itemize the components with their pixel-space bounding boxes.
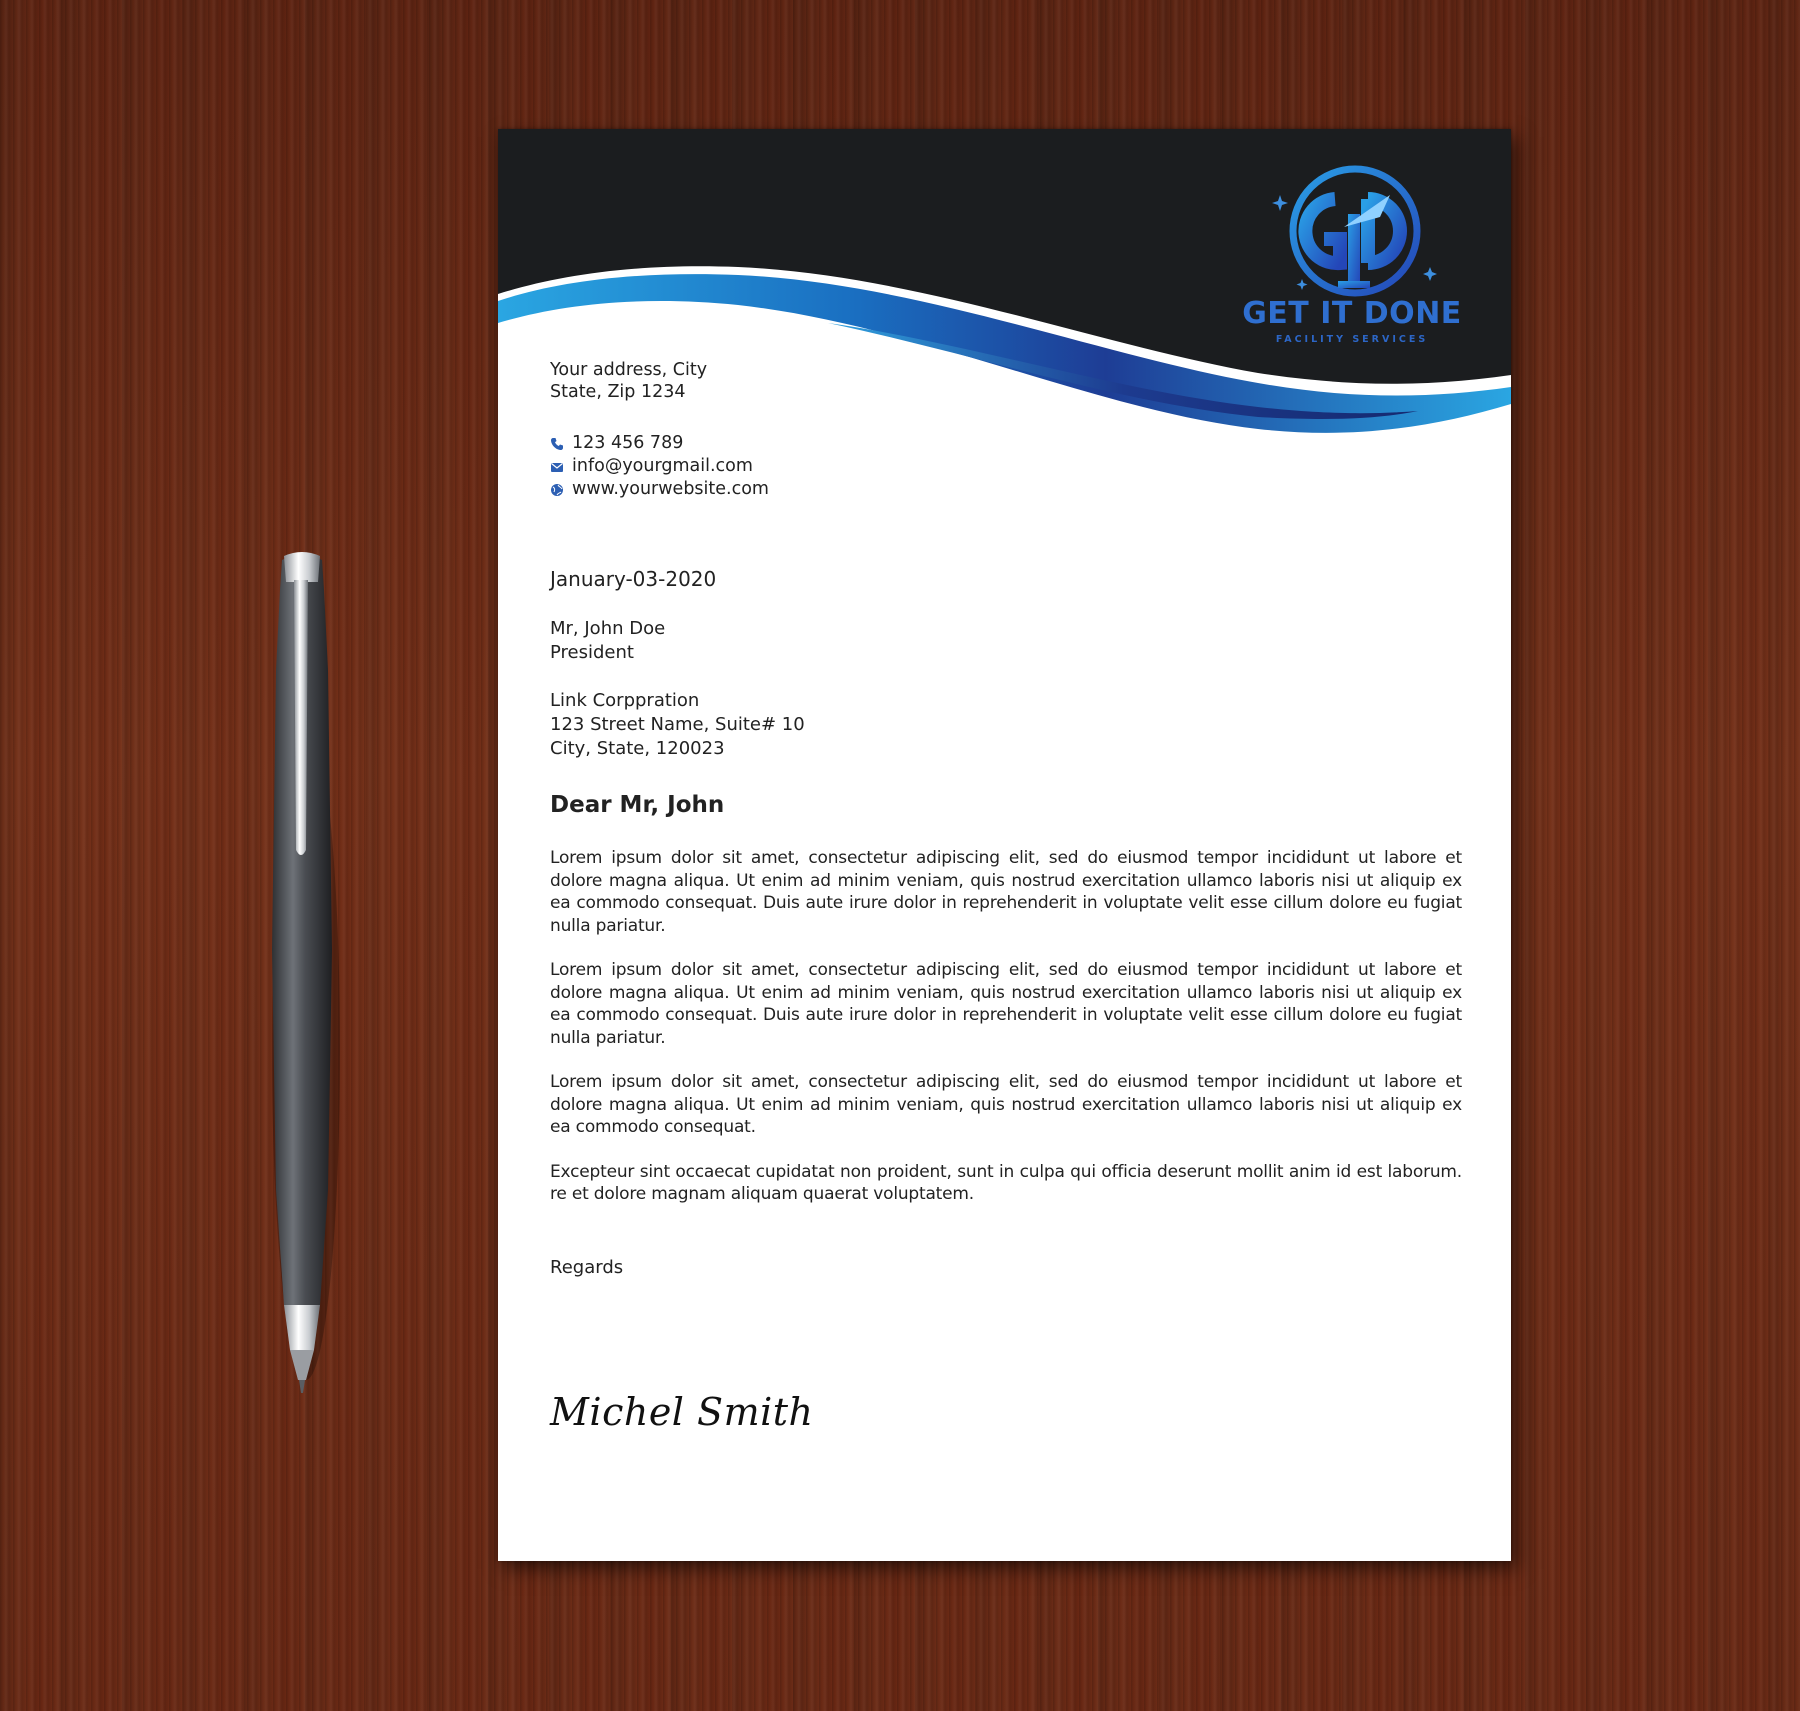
website-url: www.yourwebsite.com bbox=[572, 479, 769, 499]
company-city: City, State, 120023 bbox=[550, 738, 725, 759]
contact-list bbox=[550, 432, 1462, 501]
recipient-name: Mr, John Doe bbox=[550, 618, 666, 639]
body-paragraph-1: Lorem ipsum dolor sit amet, consectetur adipiscing elit, sed do eiusmod tempor incididunt ut labore et dolore magna aliqua. Ut enim ad minim veniam, quis nostrud exercitation ullamco laboris nisi ut aliquip ex ea commodo consequat. Duis aute irure dolor in reprehenderit in voluptate velit esse cillum dolore eu fugiat nulla pariatur. bbox=[550, 848, 1462, 936]
address-line-1: Your address, City bbox=[550, 360, 708, 380]
email-address: info@yourgmail.com bbox=[572, 456, 753, 476]
salutation: Dear Mr, John bbox=[550, 792, 725, 818]
letterhead-page bbox=[498, 129, 1511, 1561]
sender-address bbox=[550, 359, 1462, 403]
body-paragraph-2: Lorem ipsum dolor sit amet, consectetur adipiscing elit, sed do eiusmod tempor incididunt ut labore et dolore magna aliqua. Ut enim ad minim veniam, quis nostrud exercitation ullamco laboris nisi ut aliquip ex ea commodo consequat. Duis aute irure dolor in reprehenderit in voluptate velit esse cillum dolore eu fugiat nulla pariatur. bbox=[550, 960, 1462, 1048]
phone-icon bbox=[550, 437, 564, 451]
brand-name: GET IT DONE bbox=[1242, 296, 1462, 331]
body-paragraph-3: Lorem ipsum dolor sit amet, consectetur adipiscing elit, sed do eiusmod tempor incididunt ut labore et dolore magna aliqua. Ut enim ad minim veniam, quis nostrud exercitation ullamco laboris nisi ut aliquip ex ea commodo consequat. bbox=[550, 1072, 1462, 1137]
contact-email bbox=[550, 455, 1462, 478]
letter-date: January-03-2020 bbox=[550, 567, 717, 591]
ballpoint-pen bbox=[262, 550, 342, 1395]
company-name: Link Corppration bbox=[550, 690, 700, 711]
recipient-block bbox=[550, 617, 1462, 665]
signature: Michel Smith bbox=[550, 1389, 814, 1434]
phone-number: 123 456 789 bbox=[572, 433, 684, 453]
email-icon bbox=[550, 460, 564, 474]
letter-content bbox=[550, 359, 1462, 1434]
globe-icon bbox=[550, 483, 564, 497]
company-block bbox=[550, 689, 1462, 761]
contact-phone bbox=[550, 432, 1462, 455]
brand-tagline: FACILITY SERVICES bbox=[1275, 334, 1429, 345]
recipient-title: President bbox=[550, 642, 634, 663]
closing: Regards bbox=[550, 1256, 624, 1278]
address-line-2: State, Zip 1234 bbox=[550, 382, 686, 402]
contact-website bbox=[550, 478, 1462, 501]
body-paragraph-4: Excepteur sint occaecat cupidatat non proident, sunt in culpa qui officia deserunt mollit anim id est laborum. re et dolore magnam aliquam quaerat voluptatem. bbox=[550, 1161, 1462, 1204]
company-street: 123 Street Name, Suite# 10 bbox=[550, 714, 805, 735]
